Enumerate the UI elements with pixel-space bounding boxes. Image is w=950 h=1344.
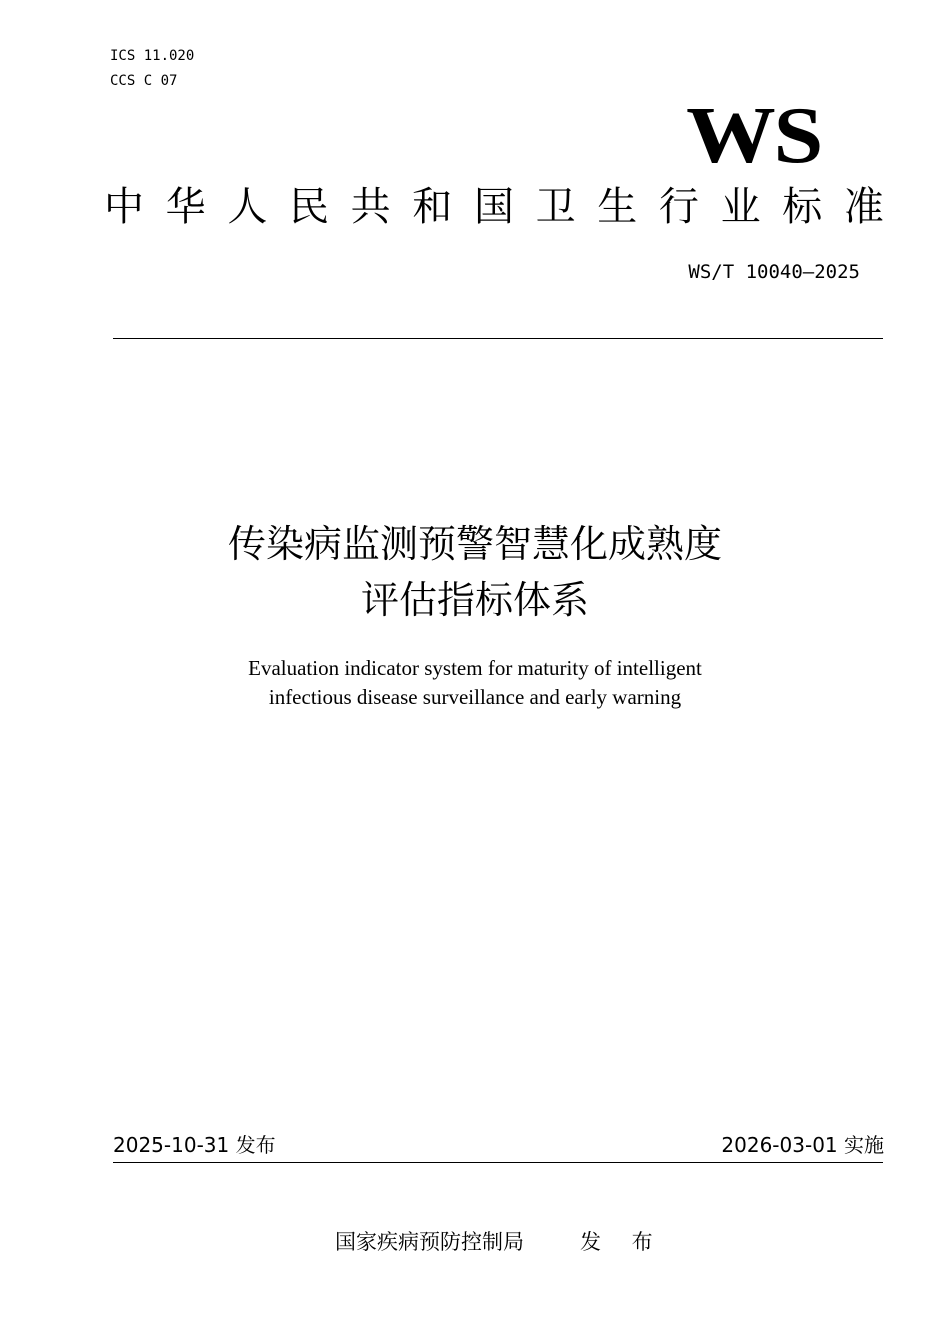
title-char: 行 (658, 184, 699, 230)
header-divider (113, 338, 883, 339)
footer-divider (113, 1162, 883, 1163)
publisher-name: 国家疾病预防控制局 (335, 1230, 524, 1254)
implementation-date: 2026-03-01 实施 (721, 1133, 884, 1157)
ccs-code: CCS C 07 (110, 73, 178, 89)
title-char: 和 (412, 184, 453, 230)
title-char: 人 (227, 184, 268, 230)
title-char: 生 (597, 184, 638, 230)
issue-date: 2025-10-31 发布 (113, 1133, 276, 1157)
title-char: 华 (165, 184, 206, 230)
title-char: 中 (104, 184, 144, 230)
title-char: 卫 (535, 184, 576, 230)
title-char: 准 (843, 184, 884, 230)
title-char: 民 (288, 184, 329, 230)
title-char: 业 (720, 184, 761, 230)
ws-logo: WS (686, 92, 822, 180)
english-title-line-1: Evaluation indicator system for maturity of intelligent (248, 656, 702, 680)
title-char: 共 (350, 184, 391, 230)
standard-number: WS/T 10040—2025 (688, 261, 860, 283)
title-char: 国 (473, 184, 514, 230)
chinese-title-line-2: 评估指标体系 (360, 578, 589, 622)
english-title-line-2: infectious disease surveillance and early warning (268, 685, 682, 709)
chinese-title-line-1: 传染病监测预警智慧化成熟度 (227, 522, 722, 566)
publish-label: 发 布 (580, 1230, 665, 1254)
standard-category-title (104, 183, 884, 231)
ics-code: ICS 11.020 (110, 48, 195, 64)
title-char: 标 (782, 184, 823, 230)
